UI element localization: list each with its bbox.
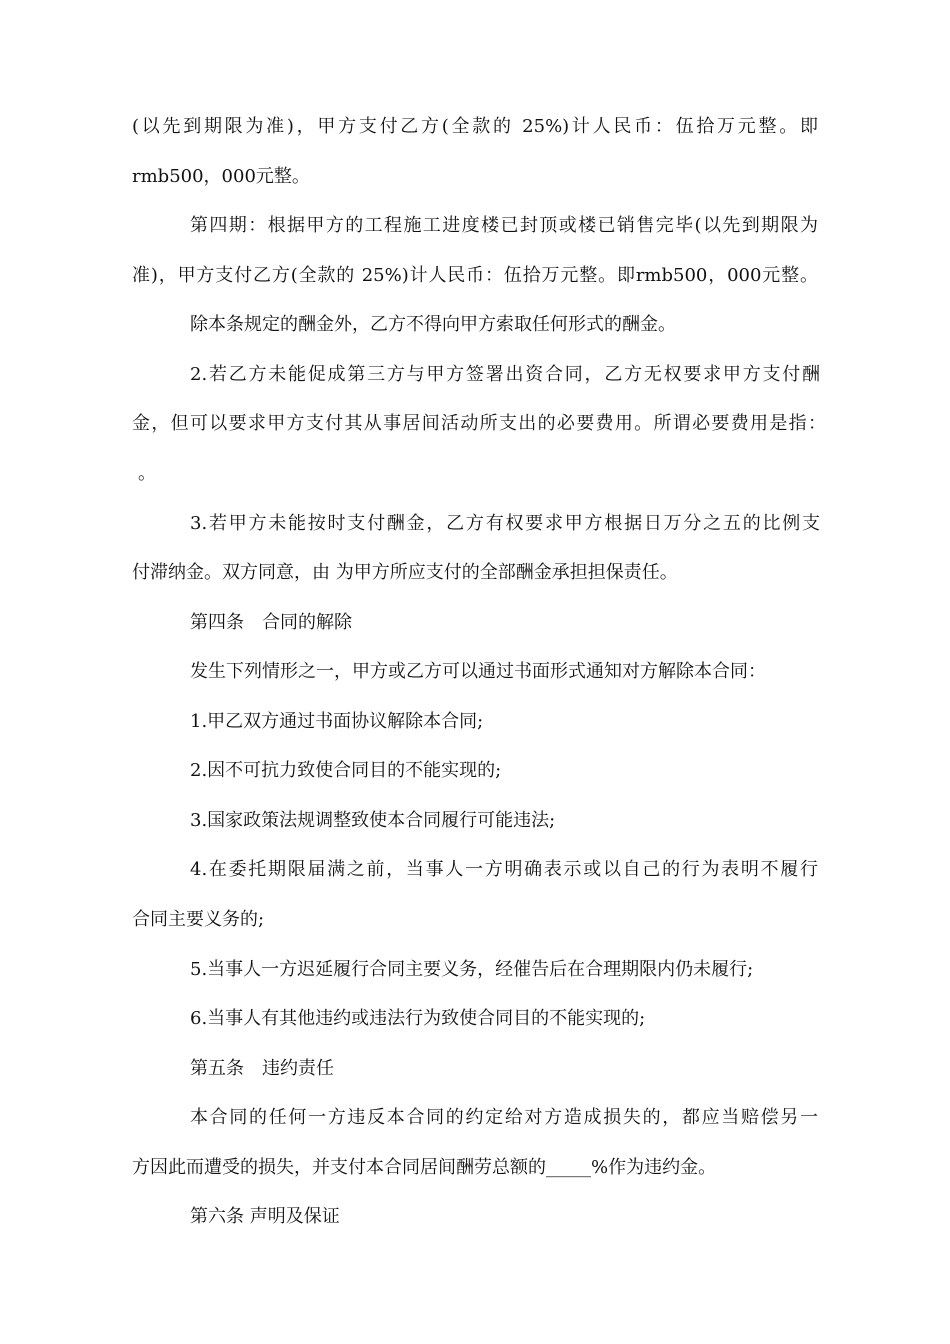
- text-line: 。: [138, 463, 156, 484]
- text-line: 2.若乙方未能促成第三方与甲方签署出资合同，乙方无权要求甲方支付酬: [190, 364, 820, 385]
- text-line: 金，但可以要求甲方支付其从事居间活动所支出的必要费用。所谓必要费用是指：: [132, 413, 826, 434]
- section-heading: 第六条 声明及保证: [190, 1206, 340, 1227]
- list-item: 合同主要义务的;: [132, 909, 265, 930]
- list-item: 4.在委托期限届满之前，当事人一方明确表示或以自己的行为表明不履行: [190, 859, 818, 880]
- text-line: 发生下列情形之一，甲方或乙方可以通过书面形式通知对方解除本合同：: [190, 661, 766, 682]
- text-line: 方因此而遭受的损失，并支付本合同居间酬劳总额的_____%作为违约金。: [132, 1157, 717, 1178]
- text-line: 准)，甲方支付乙方(全款的 25%)计人民币：伍拾万元整。即rmb500，000元整。: [132, 265, 818, 286]
- list-item: 2.因不可抗力致使合同目的不能实现的;: [190, 760, 502, 781]
- text-line: (以先到期限为准)，甲方支付乙方(全款的 25%)计人民币：伍拾万元整。即: [132, 116, 818, 137]
- section-heading: 第四条 合同的解除: [190, 612, 352, 633]
- list-item: 3.国家政策法规调整致使本合同履行可能违法;: [190, 810, 556, 831]
- text-line: 3.若甲方未能按时支付酬金，乙方有权要求甲方根据日万分之五的比例支: [190, 513, 820, 534]
- list-item: 5.当事人一方迟延履行合同主要义务，经催告后在合理期限内仍未履行;: [190, 959, 754, 980]
- list-item: 6.当事人有其他违约或违法行为致使合同目的不能实现的;: [190, 1008, 646, 1029]
- text-line: 第四期：根据甲方的工程施工进度楼已封顶或楼已销售完毕(以先到期限为: [190, 215, 818, 236]
- text-line: 付滞纳金。双方同意，由 为甲方所应支付的全部酬金承担担保责任。: [132, 562, 678, 583]
- text-line: rmb500，000元整。: [132, 166, 310, 187]
- list-item: 1.甲乙双方通过书面协议解除本合同;: [190, 711, 484, 732]
- text-line: 除本条规定的酬金外，乙方不得向甲方索取任何形式的酬金。: [190, 314, 676, 335]
- text-line: 本合同的任何一方违反本合同的约定给对方造成损失的，都应当赔偿另一: [190, 1107, 818, 1128]
- section-heading: 第五条 违约责任: [190, 1058, 334, 1079]
